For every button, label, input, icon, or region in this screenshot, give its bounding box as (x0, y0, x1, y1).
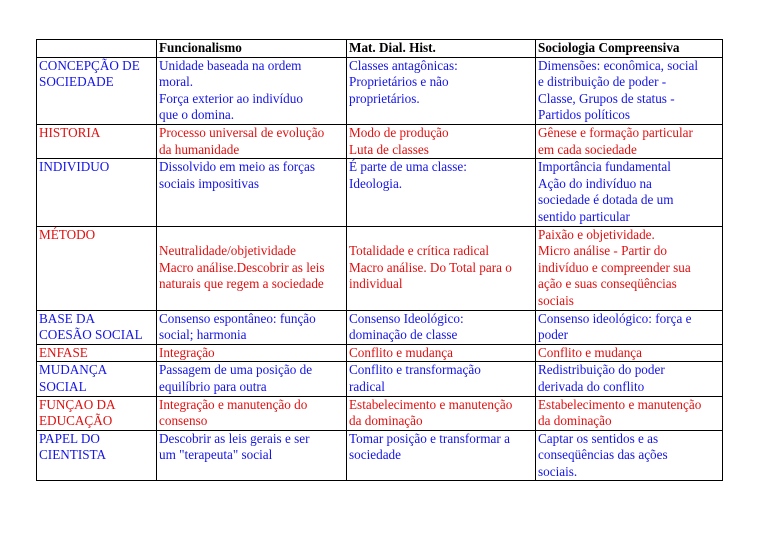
cell-metodo-funcionalismo (157, 226, 347, 310)
header-corner (37, 40, 157, 58)
cell-line: Neutralidade/objetividade (159, 243, 296, 259)
cell-line: Importância fundamental (538, 159, 671, 175)
cell-line: sentido particular (538, 208, 630, 224)
cell-line: Conflito e transformação (349, 362, 481, 378)
cell-individuo-sociologia-compreensiva (536, 159, 723, 226)
cell-line: Totalidade e crítica radical (349, 243, 490, 259)
cell-line: Dissolvido em meio as forças (159, 159, 316, 175)
cell-line: É parte de uma classe: (349, 159, 467, 175)
row-label-line: CONCEPÇÃO DE (39, 57, 140, 73)
cell-funcao-educacao-mat-dial-hist (347, 396, 536, 430)
cell-individuo-mat-dial-hist (347, 159, 536, 226)
row-label-line: SOCIEDADE (39, 74, 114, 90)
cell-line: Consenso Ideológico: (349, 310, 464, 326)
row-label-mudanca-social (37, 362, 157, 396)
table-row-historia (37, 124, 723, 158)
row-label-historia (37, 124, 157, 158)
cell-papel-cientista-mat-dial-hist (347, 430, 536, 481)
cell-historia-funcionalismo (157, 124, 347, 158)
cell-line: consenso (159, 413, 208, 429)
cell-line: Consenso espontâneo: função (159, 310, 316, 326)
cell-line: Classe, Grupos de status - (538, 90, 675, 106)
cell-line: conseqüências das ações (538, 447, 668, 463)
cell-line: Consenso ideológico: força e (538, 310, 692, 326)
cell-base-coesao-social-funcionalismo (157, 310, 347, 344)
cell-line: Paixão e objetividade. (538, 226, 655, 242)
cell-line (159, 227, 344, 244)
cell-line: Captar os sentidos e as (538, 430, 659, 446)
row-label-line: HISTORIA (39, 124, 101, 140)
row-label-enfase (37, 344, 157, 362)
cell-line: radical (349, 378, 385, 394)
cell-line: Estabelecimento e manutenção (538, 396, 702, 412)
cell-funcao-educacao-sociologia-compreensiva (536, 396, 723, 430)
cell-line: Processo universal de evolução (159, 124, 325, 140)
cell-line: que o domina. (159, 107, 235, 123)
cell-line: Força exterior ao indivíduo (159, 90, 303, 106)
cell-funcao-educacao-funcionalismo (157, 396, 347, 430)
cell-line: sociais. (538, 463, 578, 479)
cell-line: derivada do conflito (538, 378, 645, 394)
row-label-base-coesao-social (37, 310, 157, 344)
cell-line: Redistribuição do poder (538, 362, 665, 378)
header-sociologia-compreensiva: Sociologia Compreensiva (536, 40, 723, 58)
cell-line (349, 227, 533, 244)
row-label-line: BASE DA (39, 310, 96, 326)
cell-line: sociais (538, 292, 574, 308)
cell-line: Micro análise - Partir do (538, 243, 667, 259)
cell-papel-cientista-sociologia-compreensiva (536, 430, 723, 481)
table-row-metodo (37, 226, 723, 310)
cell-concepcao-sociedade-sociologia-compreensiva (536, 57, 723, 124)
table-row-papel-cientista (37, 430, 723, 481)
cell-concepcao-sociedade-mat-dial-hist (347, 57, 536, 124)
cell-line: social; harmonia (159, 327, 247, 343)
cell-line: e distribuição de poder - (538, 74, 667, 90)
cell-line: Tomar posição e transformar a (349, 430, 510, 446)
cell-line: Conflito e mudança (349, 344, 454, 360)
cell-historia-mat-dial-hist (347, 124, 536, 158)
row-label-papel-cientista (37, 430, 157, 481)
cell-line: um "terapeuta" social (159, 447, 273, 463)
cell-metodo-mat-dial-hist (347, 226, 536, 310)
table-row-individuo (37, 159, 723, 226)
table-row-funcao-educacao (37, 396, 723, 430)
cell-line: Estabelecimento e manutenção (349, 396, 513, 412)
cell-line: em cada sociedade (538, 141, 637, 157)
cell-line: ação e suas conseqüências (538, 276, 677, 292)
header-mat-dial-hist: Mat. Dial. Hist. (347, 40, 536, 58)
cell-base-coesao-social-sociologia-compreensiva (536, 310, 723, 344)
cell-concepcao-sociedade-funcionalismo (157, 57, 347, 124)
row-label-individuo (37, 159, 157, 226)
cell-line: Descobrir as leis gerais e ser (159, 430, 310, 446)
row-label-concepcao-sociedade (37, 57, 157, 124)
cell-line: individual (349, 276, 403, 292)
row-label-line: FUNÇAO DA (39, 396, 116, 412)
row-label-line: SOCIAL (39, 378, 87, 394)
table-row-base-coesao-social (37, 310, 723, 344)
cell-mudanca-social-mat-dial-hist (347, 362, 536, 396)
cell-papel-cientista-funcionalismo (157, 430, 347, 481)
row-label-line: EDUCAÇÃO (39, 413, 113, 429)
cell-line: Gênese e formação particular (538, 124, 693, 140)
cell-line: da dominação (538, 413, 612, 429)
cell-line: Modo de produção (349, 124, 449, 140)
cell-base-coesao-social-mat-dial-hist (347, 310, 536, 344)
header-funcionalismo: Funcionalismo (157, 40, 347, 58)
cell-historia-sociologia-compreensiva (536, 124, 723, 158)
row-label-line: ENFASE (39, 344, 88, 360)
cell-mudanca-social-sociologia-compreensiva (536, 362, 723, 396)
cell-line: Conflito e mudança (538, 344, 643, 360)
cell-line: proprietários. (349, 90, 420, 106)
row-label-metodo (37, 226, 157, 310)
cell-line: sociais impositivas (159, 175, 260, 191)
row-label-line: MUDANÇA (39, 362, 108, 378)
cell-enfase-funcionalismo (157, 344, 347, 362)
row-label-line: COESÃO SOCIAL (39, 327, 143, 343)
cell-line: da dominação (349, 413, 423, 429)
row-label-funcao-educacao (37, 396, 157, 430)
row-label-line: INDIVIDUO (39, 159, 110, 175)
cell-line: Integração (159, 344, 215, 360)
cell-enfase-mat-dial-hist (347, 344, 536, 362)
row-label-line: PAPEL DO (39, 430, 100, 446)
cell-mudanca-social-funcionalismo (157, 362, 347, 396)
cell-line: Integração e manutenção do (159, 396, 308, 412)
cell-line: indivíduo e compreender sua (538, 259, 691, 275)
cell-individuo-funcionalismo (157, 159, 347, 226)
cell-line: Classes antagônicas: (349, 57, 458, 73)
cell-line: sociedade (349, 447, 401, 463)
cell-line: dominação de classe (349, 327, 458, 343)
cell-line: equilíbrio para outra (159, 378, 267, 394)
table-row-enfase (37, 344, 723, 362)
row-label-line: CIENTISTA (39, 447, 107, 463)
cell-line: Macro análise.Descobrir as leis (159, 259, 325, 275)
header-row (37, 40, 723, 58)
cell-line: moral. (159, 74, 194, 90)
cell-line: naturais que regem a sociedade (159, 276, 324, 292)
cell-metodo-sociologia-compreensiva (536, 226, 723, 310)
cell-line: Macro análise. Do Total para o (349, 259, 512, 275)
row-label-line: MÉTODO (39, 226, 96, 242)
cell-line: Dimensões: econômica, social (538, 57, 699, 73)
cell-line: Passagem de uma posição de (159, 362, 313, 378)
cell-line: da humanidade (159, 141, 240, 157)
comparison-table (36, 39, 723, 481)
cell-enfase-sociologia-compreensiva (536, 344, 723, 362)
cell-line: Proprietários e não (349, 74, 449, 90)
table-body (37, 57, 723, 481)
cell-line: Partidos políticos (538, 107, 630, 123)
cell-line: Luta de classes (349, 141, 429, 157)
table-row-concepcao-sociedade (37, 57, 723, 124)
cell-line: poder (538, 327, 569, 343)
cell-line: sociedade é dotada de um (538, 192, 674, 208)
cell-line: Unidade baseada na ordem (159, 57, 302, 73)
cell-line: Ação do indivíduo na (538, 175, 652, 191)
cell-line: Ideologia. (349, 175, 403, 191)
table-row-mudanca-social (37, 362, 723, 396)
